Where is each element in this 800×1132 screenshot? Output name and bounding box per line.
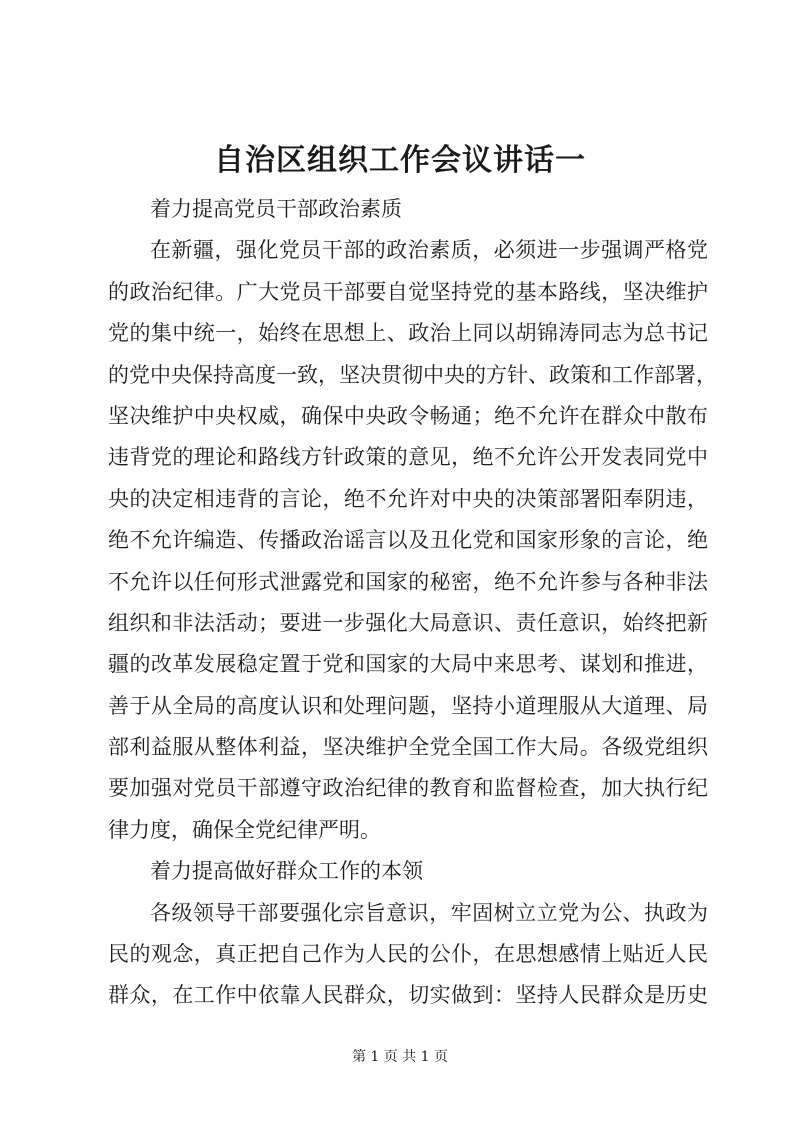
text-line: 着力提高做好群众工作的本领 [150,859,423,884]
text-line: 群众，在工作中依靠人民群众，切实做到：坚持人民群众是历史 [108,983,708,1008]
text-line: 善于从全局的高度认识和处理问题，坚持小道理服从大道理、局 [108,693,708,718]
text-line: 央的决定相违背的言论，绝不允许对中央的决策部署阳奉阴违， [108,486,708,511]
text-line: 违背党的理论和路线方针政策的意见，绝不允许公开发表同党中 [108,445,708,470]
text-line: 党的集中统一，始终在思想上、政治上同以胡锦涛同志为总书记 [108,321,708,346]
text-line: 的政治纪律。广大党员干部要自觉坚持党的基本路线，坚决维护 [108,279,708,304]
text-line: 各级领导干部要强化宗旨意识，牢固树立立党为公、执政为 [150,900,708,925]
page-footer: 第 1 页 共 1 页 [351,1049,449,1065]
text-line: 在新疆，强化党员干部的政治素质，必须进一步强调严格党 [150,238,708,263]
document-body [108,189,717,1017]
text-line: 疆的改革发展稳定置于党和国家的大局中来思考、谋划和推进， [108,652,708,677]
text-line: 要加强对党员干部遵守政治纪律的教育和监督检查，加大执行纪 [108,776,708,801]
text-line: 律力度，确保全党纪律严明。 [108,817,381,842]
text-line: 坚决维护中央权威，确保中央政令畅通；绝不允许在群众中散布 [108,403,708,428]
document-title: 自治区组织工作会议讲话一 [214,143,586,178]
text-line: 的党中央保持高度一致，坚决贯彻中央的方针、政策和工作部署， [108,362,717,387]
text-line: 组织和非法活动；要进一步强化大局意识、责任意识，始终把新 [108,610,708,635]
text-line: 绝不允许编造、传播政治谣言以及丑化党和国家形象的言论，绝 [108,528,708,553]
text-line: 着力提高党员干部政治素质 [150,197,402,221]
text-line: 部利益服从整体利益，坚决维护全党全国工作大局。各级党组织 [108,735,708,760]
text-line: 不允许以任何形式泄露党和国家的秘密，绝不允许参与各种非法 [108,569,708,594]
text-line: 民的观念，真正把自己作为人民的公仆，在思想感情上贴近人民 [108,942,708,967]
